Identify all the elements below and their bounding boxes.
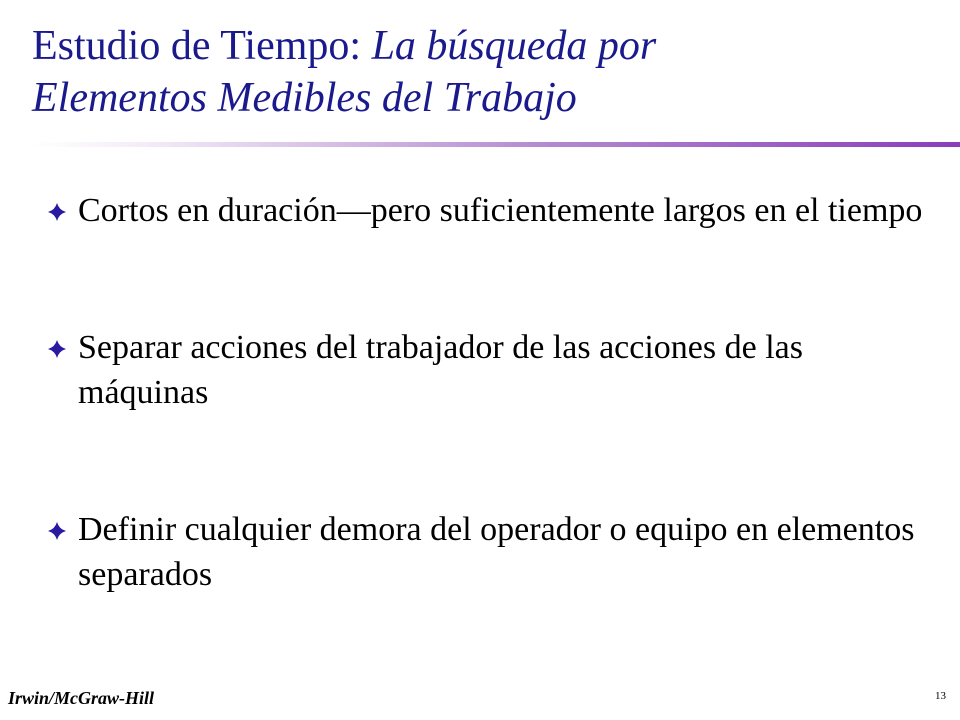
publisher-label: Irwin/McGraw-Hill xyxy=(8,688,155,708)
slide-title xyxy=(32,20,912,124)
title-subtitle-line1: La búsqueda por xyxy=(371,23,657,69)
diamond-bullet-icon xyxy=(48,203,66,221)
page-number: 13 xyxy=(935,690,946,702)
bullet-list xyxy=(46,188,936,597)
bullet-text: Cortos en duración—pero suficientemente largos en el tiempo xyxy=(78,192,923,229)
bullet-item xyxy=(46,188,936,233)
title-divider xyxy=(32,142,960,147)
title-main: Estudio de Tiempo: xyxy=(32,23,372,69)
title-subtitle-line2: Elementos Medibles del Trabajo xyxy=(32,75,577,121)
diamond-bullet-icon xyxy=(48,340,66,358)
bullet-text: Separar acciones del trabajador de las acciones de las máquinas xyxy=(78,329,803,411)
bullet-item xyxy=(46,325,936,415)
bullet-item xyxy=(46,507,936,597)
diamond-bullet-icon xyxy=(48,522,66,540)
bullet-text: Definir cualquier demora del operador o equipo en elementos separados xyxy=(78,511,915,593)
